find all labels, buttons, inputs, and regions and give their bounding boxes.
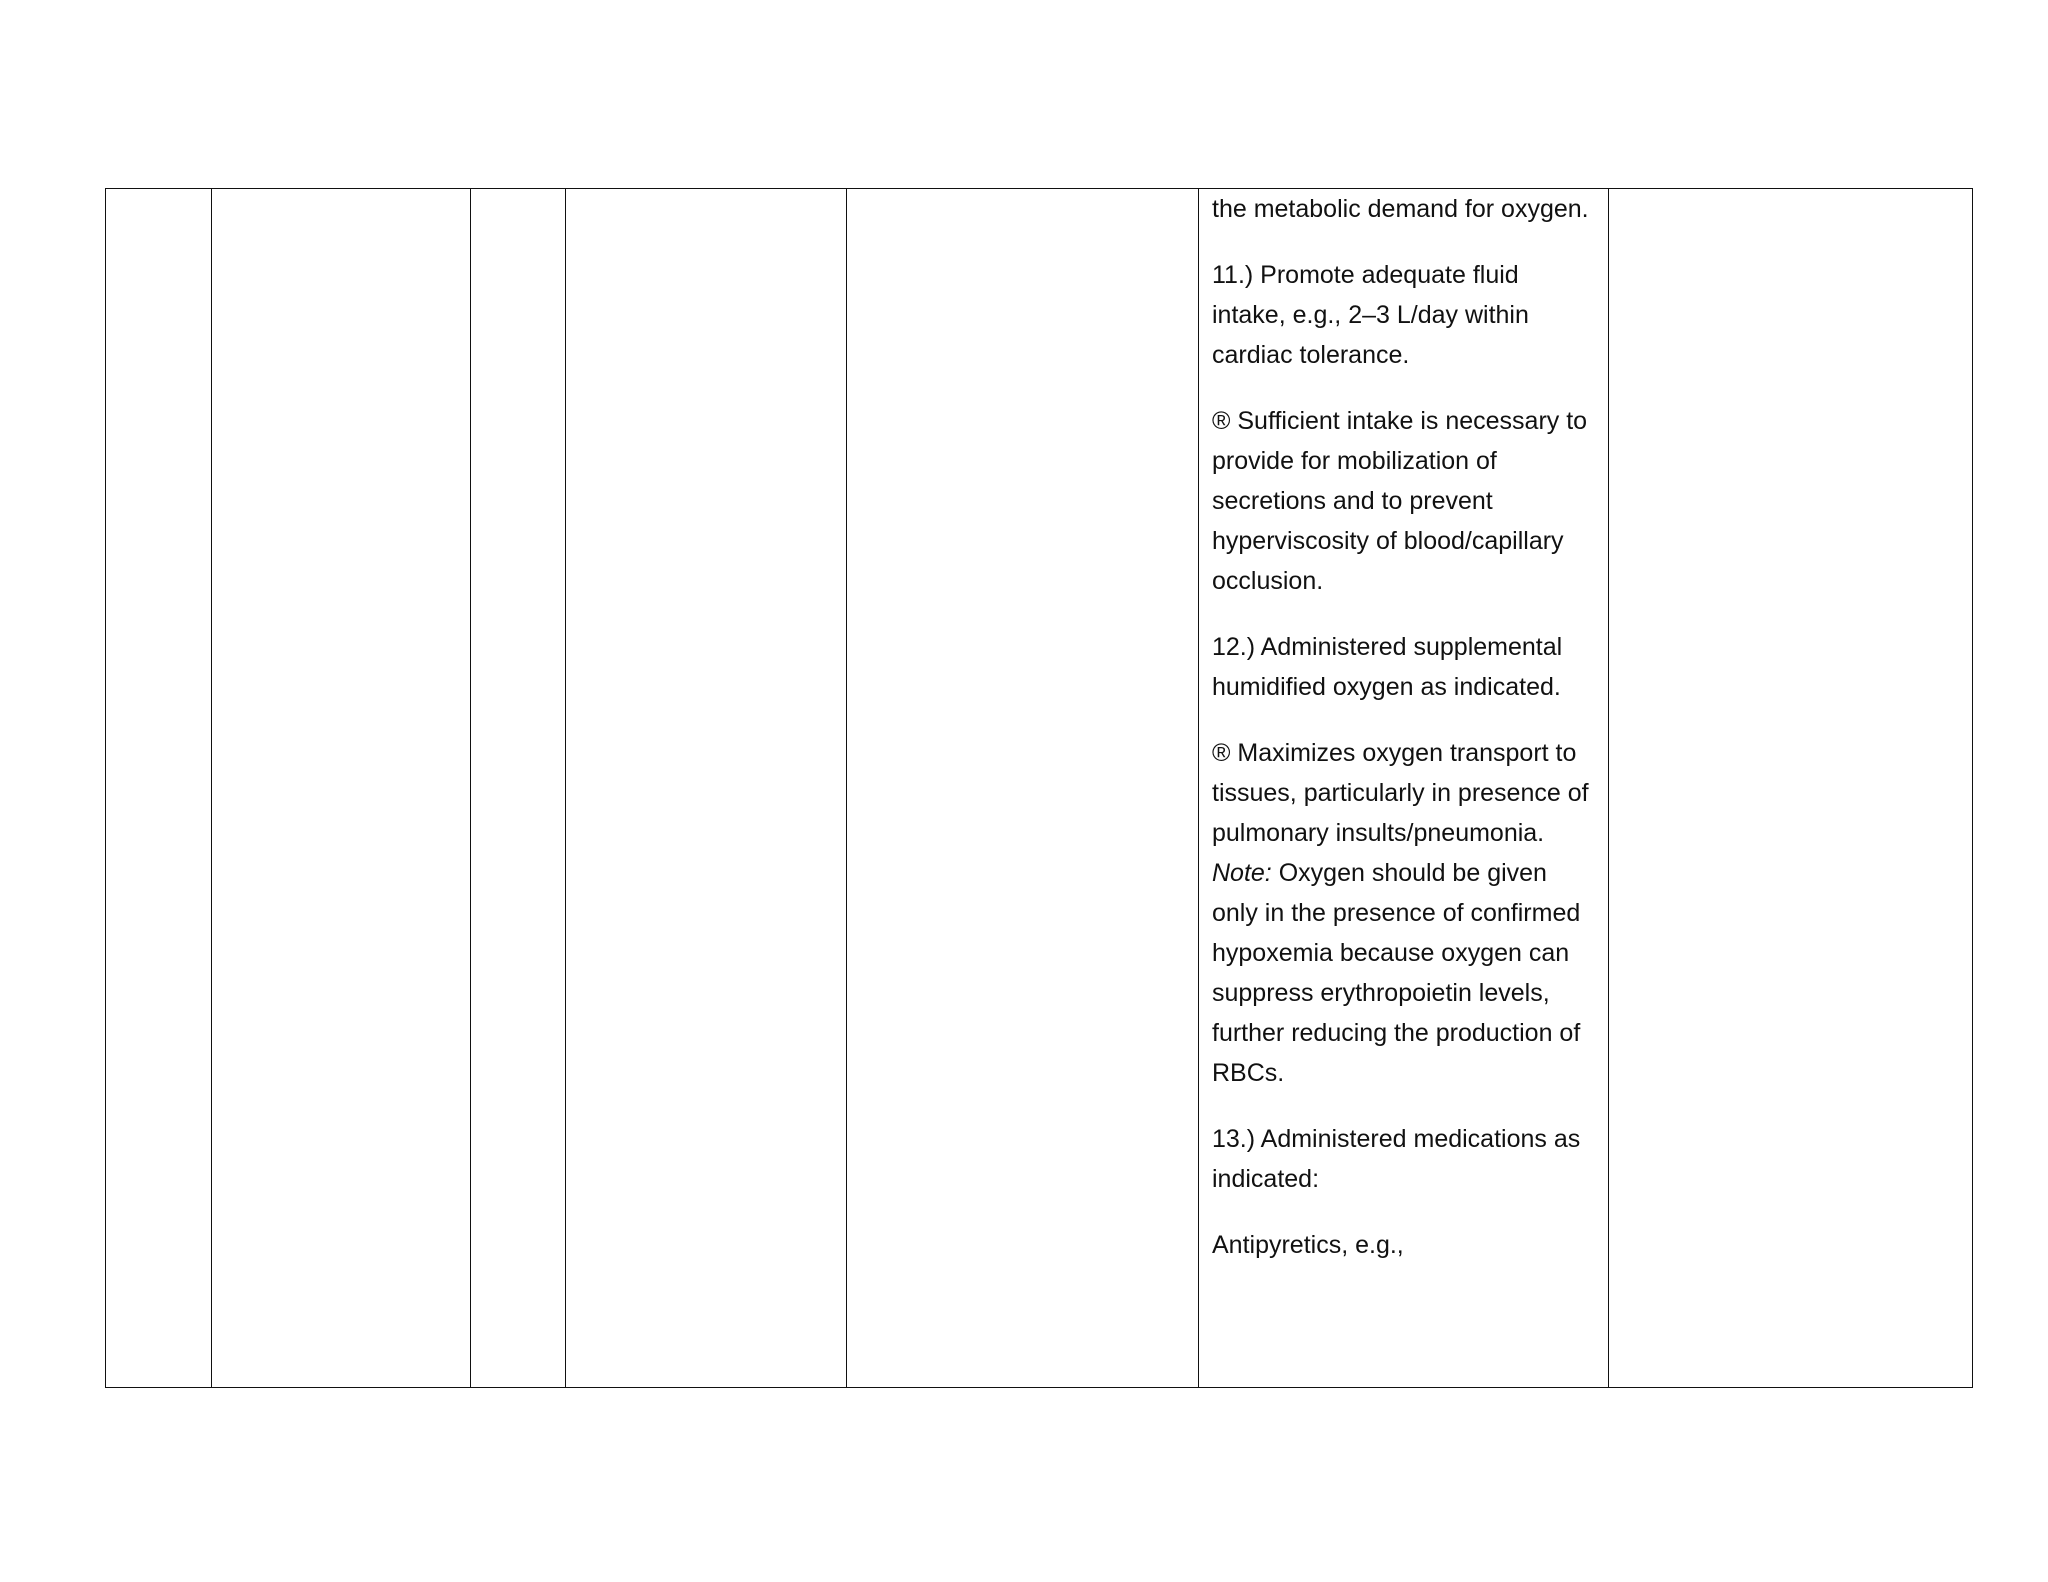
table-row	[106, 189, 1973, 1388]
rationale-12	[1212, 733, 1598, 1093]
table-cell-empty	[106, 189, 212, 1388]
intervention-11: 11.) Promote adequate fluid intake, e.g., 2–3 L/day within cardiac tolerance.	[1212, 261, 1529, 369]
rationale-12-text: ® Maximizes oxygen transport to tissues, particularly in presence of pulmonary insults/pneumonia.	[1212, 739, 1589, 847]
note-text: Oxygen should be given only in the presence of confirmed hypoxemia because oxygen can suppress erythropoietin levels, further reducing the production of RBCs.	[1212, 859, 1581, 1087]
antipyretics-text: Antipyretics, e.g.,	[1212, 1231, 1404, 1259]
care-plan-table	[105, 188, 1973, 1388]
table-cell-empty	[566, 189, 847, 1388]
table-cell-empty	[212, 189, 471, 1388]
table-cell-interventions	[1199, 189, 1609, 1388]
intervention-12: 12.) Administered supplemental humidified oxygen as indicated.	[1212, 633, 1563, 701]
continuation-text: the metabolic demand for oxygen.	[1212, 195, 1589, 223]
intervention-13: 13.) Administered medications as indicated:	[1212, 1125, 1581, 1193]
table-cell-empty	[471, 189, 566, 1388]
note-label: Note:	[1212, 859, 1272, 887]
rationale-11: ® Sufficient intake is necessary to provide for mobilization of secretions and to prevent hyperviscosity of blood/capillary occlusion.	[1212, 407, 1588, 595]
table-cell-empty	[1609, 189, 1973, 1388]
table-cell-empty	[847, 189, 1199, 1388]
